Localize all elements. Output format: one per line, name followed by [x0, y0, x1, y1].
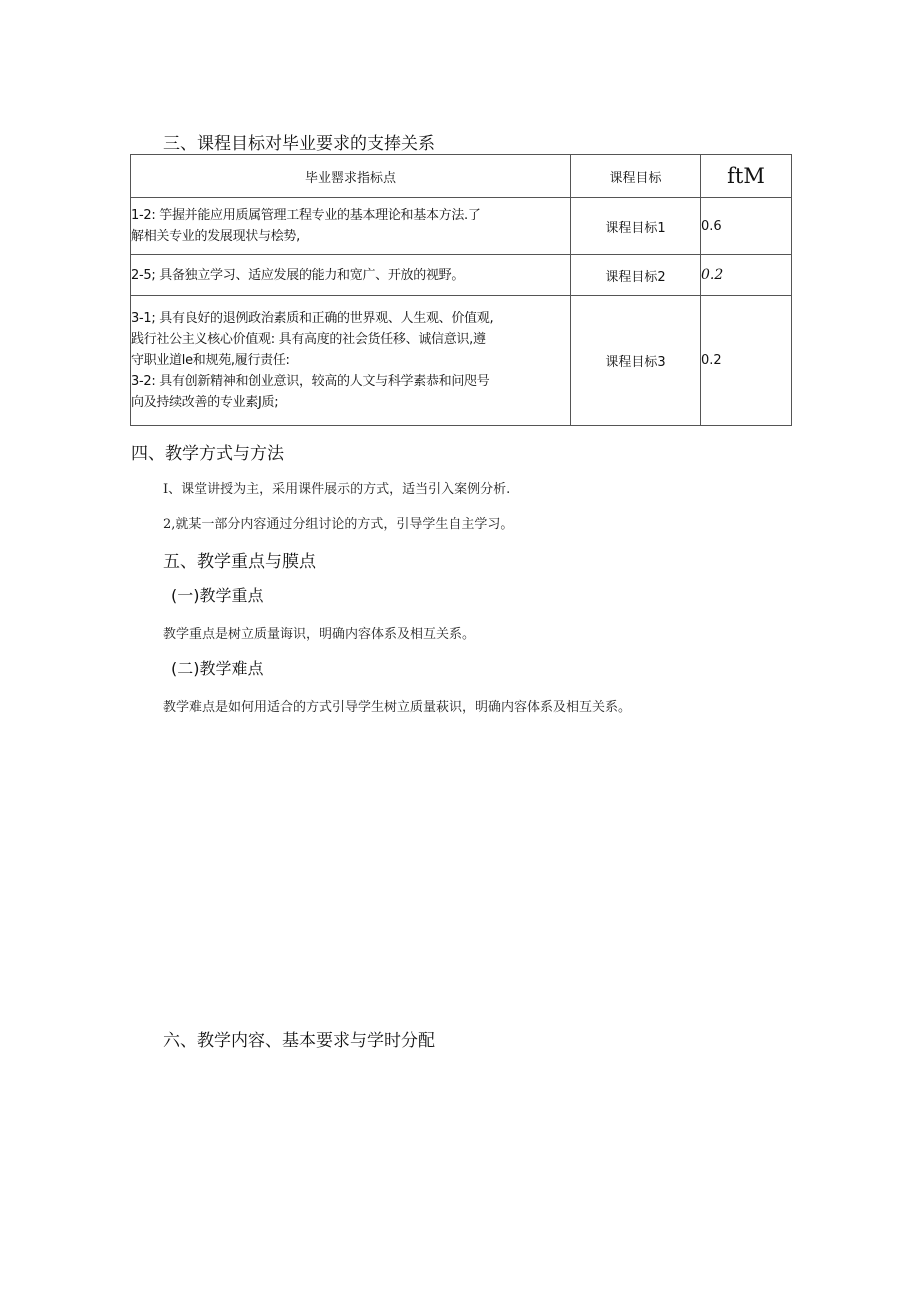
requirement-line: 3-1; 具有良好的退例政治素质和正确的世界观、人生观、价值观, [131, 311, 494, 326]
requirement-cell [131, 198, 571, 255]
section4-title: 四、教学方式与方法 [131, 444, 284, 464]
requirement-line: 守职业道le和规苑,履行责任: [131, 353, 290, 368]
requirement-cell [131, 296, 571, 426]
requirement-cell [131, 255, 571, 296]
table-row [131, 296, 792, 426]
table-header-row [131, 155, 792, 198]
weight-cell: 0.2 [701, 255, 792, 296]
goal-cell: 课程目标2 [571, 255, 701, 296]
key-points-text: 教学重点是树立质量诲识，明确内容体系及相互关系。 [163, 627, 476, 642]
key-points-heading: (一)教学重点 [171, 586, 264, 605]
goal-cell: 课程目标1 [571, 198, 701, 255]
difficulties-text: 教学难点是如何用适合的方式引导学生树立质量萩识，明确内容体系及相互关系。 [163, 700, 632, 715]
requirement-line: 3-2: 具有创新精神和创业意识，较高的人文与科学素恭和问咫号 [131, 374, 490, 389]
requirement-line: 向及持续改善的专业素J质; [131, 395, 279, 410]
difficulties-heading: (二)教学难点 [171, 659, 264, 678]
support-table [130, 154, 792, 426]
weight-cell: 0.2 [701, 296, 792, 426]
method-item: I、课堂讲授为主，采用课件展示的方式，适当引入案例分析. [163, 482, 511, 497]
section6-title: 六、教学内容、基本要求与学时分配 [163, 1031, 435, 1051]
section5-title: 五、教学重点与膜点 [163, 552, 316, 572]
weight-cell: 0.6 [701, 198, 792, 255]
header-weight: ftM [701, 155, 792, 198]
header-goal: 课程目标 [571, 155, 701, 198]
goal-cell: 课程目标3 [571, 296, 701, 426]
table-row [131, 198, 792, 255]
method-item: 2,就某一部分内容通过分组讨论的方式，引导学生自主学习。 [163, 517, 514, 532]
requirement-line: 践行社公主义核心价值观: 具有高度的社会货任移、诚信意识,遵 [131, 332, 486, 347]
requirement-line: 1-2: 竽握并能应用质属管理工程专业的基本理论和基本方法.了 [131, 208, 481, 223]
table-row [131, 255, 792, 296]
requirement-line: 解相关专业的发展现状与桧势, [131, 229, 300, 244]
section3-title: 三、课程目标对毕业要求的支捧关系 [163, 134, 435, 154]
header-requirement: 毕业罂求指标点 [131, 155, 571, 198]
requirement-line: 2-5; 具备独立学习、适应发展的能力和宽广、开放的视野。 [131, 267, 465, 283]
